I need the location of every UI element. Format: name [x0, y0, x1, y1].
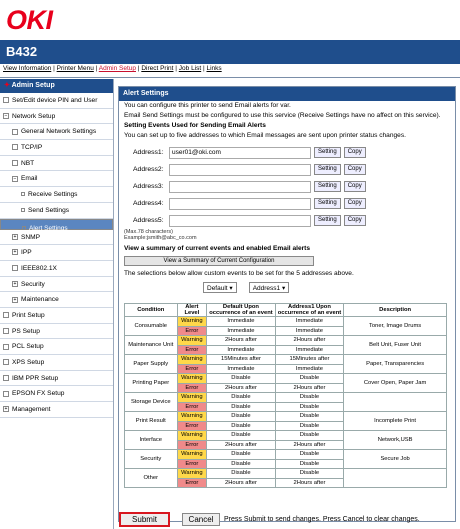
table-row	[125, 374, 447, 384]
default-value[interactable]: 2Hours after	[207, 478, 276, 488]
expand-icon: +	[13, 233, 17, 240]
address-label: Address4:	[133, 200, 164, 207]
header	[0, 0, 460, 40]
default-value[interactable]: Immediate	[207, 345, 276, 355]
address1-value[interactable]: 2Hours after	[275, 383, 344, 393]
default-select[interactable]: Default ▾	[203, 282, 237, 293]
condition-cell: Security	[125, 450, 178, 469]
address-input-3[interactable]	[169, 181, 311, 193]
sidebar-item-epson-fx-setup[interactable]	[0, 386, 113, 402]
sidebar-item-label: PCL Setup	[12, 343, 44, 351]
default-value[interactable]: Disable	[207, 459, 276, 469]
sidebar-item-xps-setup[interactable]	[0, 355, 113, 371]
expand-icon: +	[13, 296, 17, 303]
description-cell	[344, 393, 447, 412]
expand-icon: −	[4, 112, 8, 119]
copy-button[interactable]: Copy	[344, 164, 366, 175]
section-desc: You can set up to five addresses to which Email messages are sent upon printer status changes.	[124, 132, 406, 139]
description-cell: Cover Open, Paper Jam	[344, 374, 447, 393]
error-level: Error	[177, 459, 207, 469]
sidebar-item-pcl-setup[interactable]	[0, 339, 113, 355]
address-label: Address3:	[133, 183, 164, 190]
top-nav	[0, 64, 460, 78]
bullet-icon	[3, 344, 9, 350]
setting-button[interactable]: Setting	[314, 147, 341, 158]
sidebar-item-set-edit-device-pin-and-user[interactable]	[0, 93, 113, 109]
bullet-icon	[3, 359, 9, 365]
default-value[interactable]: 2Hours after	[207, 383, 276, 393]
bullet-icon	[12, 265, 18, 271]
table-header: Description	[344, 304, 447, 317]
bullet-icon	[3, 328, 9, 334]
bullet-icon	[3, 312, 9, 318]
sidebar-item-ieee802-1x[interactable]	[0, 261, 113, 277]
sidebar-item-label: NBT	[21, 159, 35, 167]
address1-value[interactable]: Disable	[275, 374, 344, 384]
default-value[interactable]: Immediate	[207, 317, 276, 327]
sidebar-item-receive-settings[interactable]	[0, 187, 113, 203]
error-level: Error	[177, 478, 207, 488]
table-header: Condition	[125, 304, 178, 317]
description-cell: Network,USB	[344, 431, 447, 450]
condition-cell: Printing Paper	[125, 374, 178, 393]
table-row	[125, 431, 447, 441]
default-value[interactable]: Disable	[207, 431, 276, 441]
sidebar-item-label: IPP	[21, 249, 32, 257]
sidebar-item-label: TCP/IP	[21, 144, 43, 152]
table-row	[125, 317, 447, 327]
description-cell: Incomplete Print	[344, 412, 447, 431]
address-row	[119, 195, 455, 212]
main-panel	[118, 86, 456, 522]
address-row	[119, 161, 455, 178]
description-cell: Toner, Image Drums	[344, 317, 447, 336]
sidebar-item-send-settings[interactable]	[0, 203, 113, 219]
address-input-5[interactable]	[169, 215, 311, 227]
address1-value[interactable]: 2Hours after	[275, 336, 344, 346]
warning-level: Warning	[177, 317, 207, 327]
nav-separator: |	[136, 65, 142, 72]
sidebar-item-label: Management	[12, 406, 51, 414]
address1-value[interactable]: Immediate	[275, 364, 344, 374]
warning-level: Warning	[177, 431, 207, 441]
cancel-button[interactable]: Cancel	[182, 513, 220, 526]
bullet-icon	[12, 129, 18, 135]
expand-icon: −	[13, 175, 17, 182]
nav-link-job-list[interactable]: Job List	[178, 65, 202, 72]
expand-icon: +	[13, 280, 17, 287]
max-chars: (Max.78 characters)	[124, 229, 173, 235]
sidebar-item-label: IEEE802.1X	[21, 264, 57, 272]
sidebar-item-nbt[interactable]	[0, 156, 113, 172]
nav-link-printer-menu[interactable]: Printer Menu	[56, 65, 94, 72]
address1-value[interactable]: Immediate	[275, 317, 344, 327]
page-title: Alert Settings	[119, 87, 455, 101]
sidebar-item-management[interactable]	[0, 402, 113, 418]
bullet-icon	[3, 375, 9, 381]
table-header: Address1 Upon occurrence of an event	[275, 304, 344, 317]
sidebar-title: ✦ Admin Setup	[0, 79, 113, 93]
address1-value[interactable]: Disable	[275, 412, 344, 422]
nav-separator: |	[173, 65, 179, 72]
sidebar-item-ibm-ppr-setup[interactable]	[0, 371, 113, 387]
view-summary-button[interactable]: View a Summary of Current Configuration	[124, 256, 314, 266]
address1-value[interactable]: Disable	[275, 421, 344, 431]
submit-button[interactable]: Submit	[119, 512, 170, 527]
sidebar	[0, 79, 114, 529]
default-value[interactable]: Immediate	[207, 326, 276, 336]
table-row	[125, 355, 447, 365]
condition-cell: Consumable	[125, 317, 178, 336]
copy-button[interactable]: Copy	[344, 147, 366, 158]
nav-link-admin-setup[interactable]: Admin Setup	[98, 65, 136, 72]
sidebar-item-security[interactable]	[0, 277, 113, 293]
condition-cell: Print Result	[125, 412, 178, 431]
error-level: Error	[177, 421, 207, 431]
address-label: Address2:	[133, 166, 164, 173]
sidebar-item-label: Security	[21, 280, 45, 288]
sidebar-item-ipp[interactable]	[0, 245, 113, 261]
nav-separator: |	[51, 65, 57, 72]
note-text: Email Send Settings must be configured to use this service (Receive Settings have no affect on this service).	[124, 112, 441, 119]
default-value[interactable]: Disable	[207, 469, 276, 479]
footer-bar	[118, 510, 460, 529]
setting-button[interactable]: Setting	[314, 164, 341, 175]
bullet-icon	[12, 144, 18, 150]
address-input-2[interactable]	[169, 164, 311, 176]
sidebar-item-label: EPSON FX Setup	[12, 390, 65, 398]
copy-button[interactable]: Copy	[344, 198, 366, 209]
condition-cell: Paper Supply	[125, 355, 178, 374]
example-text: Example:jsmith@abc_co.com	[124, 235, 197, 241]
sidebar-item-label: XPS Setup	[12, 359, 45, 366]
sidebar-item-tcp-ip[interactable]	[0, 140, 113, 156]
address1-value[interactable]: Disable	[275, 393, 344, 403]
sidebar-item-label: Maintenance	[21, 296, 59, 304]
warning-level: Warning	[177, 450, 207, 460]
address1-value[interactable]: Immediate	[275, 326, 344, 336]
nav-separator: |	[93, 65, 99, 72]
warning-level: Warning	[177, 355, 207, 365]
default-value[interactable]: Disable	[207, 450, 276, 460]
section-heading: Setting Events Used for Sending Email Alerts	[124, 122, 266, 129]
nav-link-links[interactable]: Links	[206, 65, 222, 72]
sidebar-item-label: Email	[21, 175, 38, 183]
address-input-4[interactable]	[169, 198, 311, 210]
default-value[interactable]: Disable	[207, 421, 276, 431]
sidebar-item-label: Alert Settings	[29, 224, 68, 232]
sidebar-item-label: IBM PPR Setup	[12, 374, 59, 382]
address1-value[interactable]: 2Hours after	[275, 478, 344, 488]
bullet-icon	[3, 97, 9, 103]
sidebar-item-general-network-settings[interactable]	[0, 124, 113, 140]
error-level: Error	[177, 440, 207, 450]
condition-cell: Storage Device	[125, 393, 178, 412]
custom-text: The selections below allow custom events to be set for the 5 addresses above.	[124, 270, 354, 277]
warning-level: Warning	[177, 393, 207, 403]
sidebar-item-label: SNMP	[21, 233, 41, 241]
address1-value[interactable]: Immediate	[275, 345, 344, 355]
bullet-icon	[3, 391, 9, 397]
setting-button[interactable]: Setting	[314, 181, 341, 192]
default-value[interactable]: Disable	[207, 393, 276, 403]
default-value[interactable]: 15Minutes after	[207, 355, 276, 365]
sidebar-item-alert-settings[interactable]	[0, 219, 113, 230]
warning-level: Warning	[177, 469, 207, 479]
summary-heading: View a summary of current events and enabled Email alerts	[124, 245, 311, 252]
table-row	[125, 393, 447, 403]
description-cell	[344, 469, 447, 488]
table-row	[125, 469, 447, 479]
footer-note: Press Submit to send changes. Press Cancel to clear changes.	[224, 516, 420, 523]
sidebar-item-email[interactable]	[0, 171, 113, 187]
table-row	[125, 336, 447, 346]
expand-icon: +	[13, 249, 17, 256]
sidebar-item-label: Receive Settings	[28, 191, 78, 199]
copy-button[interactable]: Copy	[344, 181, 366, 192]
address-select[interactable]: Address1 ▾	[249, 282, 290, 293]
address1-value[interactable]: 15Minutes after	[275, 355, 344, 365]
sidebar-item-label: PS Setup	[12, 327, 40, 335]
condition-cell: Other	[125, 469, 178, 488]
address1-value[interactable]: Disable	[275, 450, 344, 460]
address1-value[interactable]: 2Hours after	[275, 440, 344, 450]
setting-button[interactable]: Setting	[314, 215, 341, 226]
address-label: Address5:	[133, 217, 164, 224]
address1-value[interactable]: Disable	[275, 469, 344, 479]
error-level: Error	[177, 326, 207, 336]
model-bar: B432	[0, 40, 460, 64]
bullet-icon	[21, 192, 25, 196]
sidebar-item-label: Send Settings	[28, 206, 70, 214]
error-level: Error	[177, 383, 207, 393]
sidebar-item-label: Print Setup	[12, 311, 45, 319]
table-header: Default Upon occurrence of an event	[207, 304, 276, 317]
bullet-icon	[21, 208, 25, 212]
nav-separator: |	[201, 65, 207, 72]
description-cell: Belt Unit, Fuser Unit	[344, 336, 447, 355]
warning-level: Warning	[177, 336, 207, 346]
warning-level: Warning	[177, 374, 207, 384]
address1-value[interactable]: Disable	[275, 402, 344, 412]
sidebar-item-ps-setup[interactable]	[0, 324, 113, 340]
warning-level: Warning	[177, 412, 207, 422]
error-level: Error	[177, 345, 207, 355]
star-icon: ✦	[4, 82, 12, 89]
expand-icon: +	[4, 406, 8, 413]
description-cell: Paper, Transparencies	[344, 355, 447, 374]
nav-link-view-information[interactable]: View Information	[3, 65, 52, 72]
intro-text: You can configure this printer to send Email alerts for var.	[124, 102, 291, 109]
copy-button[interactable]: Copy	[344, 215, 366, 226]
sidebar-item-network-setup[interactable]	[0, 109, 113, 125]
table-header-row	[125, 304, 447, 317]
sidebar-item-snmp[interactable]	[0, 230, 113, 246]
condition-cell: Maintenance Unit	[125, 336, 178, 355]
bullet-icon	[12, 160, 18, 166]
condition-cell: Interface	[125, 431, 178, 450]
setting-button[interactable]: Setting	[314, 198, 341, 209]
address-row	[119, 178, 455, 195]
default-value[interactable]: 2Hours after	[207, 440, 276, 450]
oki-logo: OKI	[6, 5, 53, 35]
default-value[interactable]: Immediate	[207, 364, 276, 374]
error-level: Error	[177, 402, 207, 412]
default-value[interactable]: Disable	[207, 374, 276, 384]
sidebar-item-label: Network Setup	[12, 112, 56, 120]
nav-link-direct-print[interactable]: Direct Print	[141, 65, 174, 72]
address-row	[119, 212, 455, 229]
address-row	[119, 144, 455, 161]
default-value[interactable]: Disable	[207, 402, 276, 412]
sidebar-item-maintenance[interactable]	[0, 292, 113, 308]
address1-value[interactable]: Disable	[275, 459, 344, 469]
default-value[interactable]: 2Hours after	[207, 336, 276, 346]
sidebar-item-print-setup[interactable]	[0, 308, 113, 324]
table-header: Alert Level	[177, 304, 207, 317]
address-input-1[interactable]: user01@oki.com	[169, 147, 311, 159]
address1-value[interactable]: Disable	[275, 431, 344, 441]
table-row	[125, 450, 447, 460]
alert-table	[124, 303, 447, 488]
description-cell: Secure Job	[344, 450, 447, 469]
address-label: Address1:	[133, 149, 164, 156]
error-level: Error	[177, 364, 207, 374]
sidebar-item-label: Set/Edit device PIN and User	[12, 97, 98, 104]
table-row	[125, 412, 447, 422]
sidebar-item-label: General Network Settings	[21, 128, 97, 136]
default-value[interactable]: Disable	[207, 412, 276, 422]
